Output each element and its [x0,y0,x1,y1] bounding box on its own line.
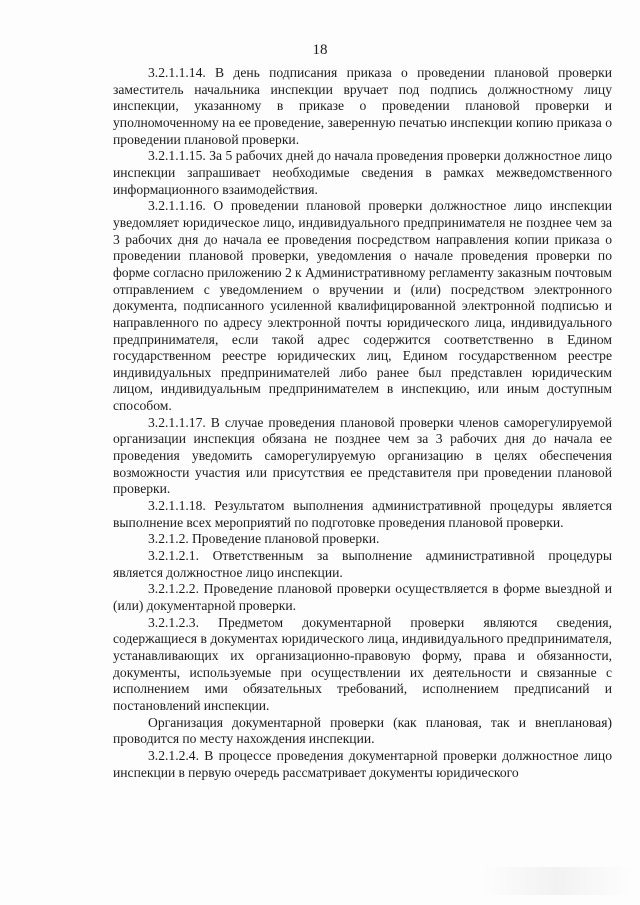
page-number: 18 [312,42,328,58]
paragraph-3-2-1-1-14: 3.2.1.1.14. В день подписания приказа о проведении плановой проверки заместитель начальника инспекции вручает под подпись должностному лицу инспекции, указанному в приказе о проведении плановой проверки и уполномоченному на ее проведение, заверенную печатью инспекции копию приказа о проведении плановой проверки. [113,65,612,147]
paragraph-3-2-1-2-2: 3.2.1.2.2. Проведение плановой проверки осуществляется в форме выездной и (или) документарной проверки. [113,581,612,613]
paragraph-3-2-1-2-4: 3.2.1.2.4. В процессе проведения документарной проверки должностное лицо инспекции в первую очередь рассматривает документы юридического [113,747,612,780]
document-body [113,65,612,781]
paragraph-3-2-1-1-15: 3.2.1.1.15. За 5 рабочих дней до начала проведения проверки должностное лицо инспекции запрашивает необходимые сведения в рамках межведомственного информационного взаимодействия. [113,148,612,197]
paragraph-3-2-1-2: 3.2.1.2. Проведение плановой проверки. [148,531,380,547]
paragraph-3-2-1-2-1: 3.2.1.2.1. Ответственным за выполнение административной процедуры является должностное лицо инспекции. [113,548,612,580]
paragraph-3-2-1-1-18: 3.2.1.1.18. Результатом выполнения административной процедуры является выполнение всех мероприятий по подготовке проведения плановой проверки. [113,498,612,530]
scan-artifact [482,867,632,895]
paragraph-3-2-1-2-3: 3.2.1.2.3. Предметом документарной проверки являются сведения, содержащиеся в документах юридического лица, индивидуального предпринимателя, устанавливающих их организационно-правовую форму, права и обязанности, документы, используемые при осуществлении их деятельности и связанные с исполнением ими обязательных требований, исполнением предписаний и постановлений инспекции. [113,614,612,713]
paragraph-3-2-1-1-16: 3.2.1.1.16. О проведении плановой проверки должностное лицо инспекции уведомляет юридическое лицо, индивидуального предпринимателя не позднее чем за 3 рабочих дня до начала ее проведения посредством направления копии приказа о проведении плановой проверки, уведомления о начале проведения проверки по форме согласно приложению 2 к Административному регламенту заказным почтовым отправлением с уведомлением о вручении и (или) посредством электронного документа, подписанного усиленной квалифицированной электронной подписью и направленного по адресу электронной почты юридического лица, индивидуального предпринимателя, если такой адрес содержится соответственно в Едином государственном реестре юридических лиц, Едином государственном реестре индивидуальных предпринимателей либо ранее был представлен юридическим лицом, индивидуальным предпринимателем в инспекцию, или иным доступным способом. [113,198,612,414]
paragraph-3-2-1-1-17: 3.2.1.1.17. В случае проведения плановой проверки членов саморегулируемой организации инспекция обязана не позднее чем за 3 рабочих дня до начала ее проведения уведомить саморегулируемую организацию в целях обеспечения возможности участия или присутствия ее представителя при проведении плановой проверки. [113,414,612,497]
paragraph-documentary-check-location: Организация документарной проверки (как плановая, так и внеплановая) проводится по месту нахождения инспекции. [113,714,612,747]
